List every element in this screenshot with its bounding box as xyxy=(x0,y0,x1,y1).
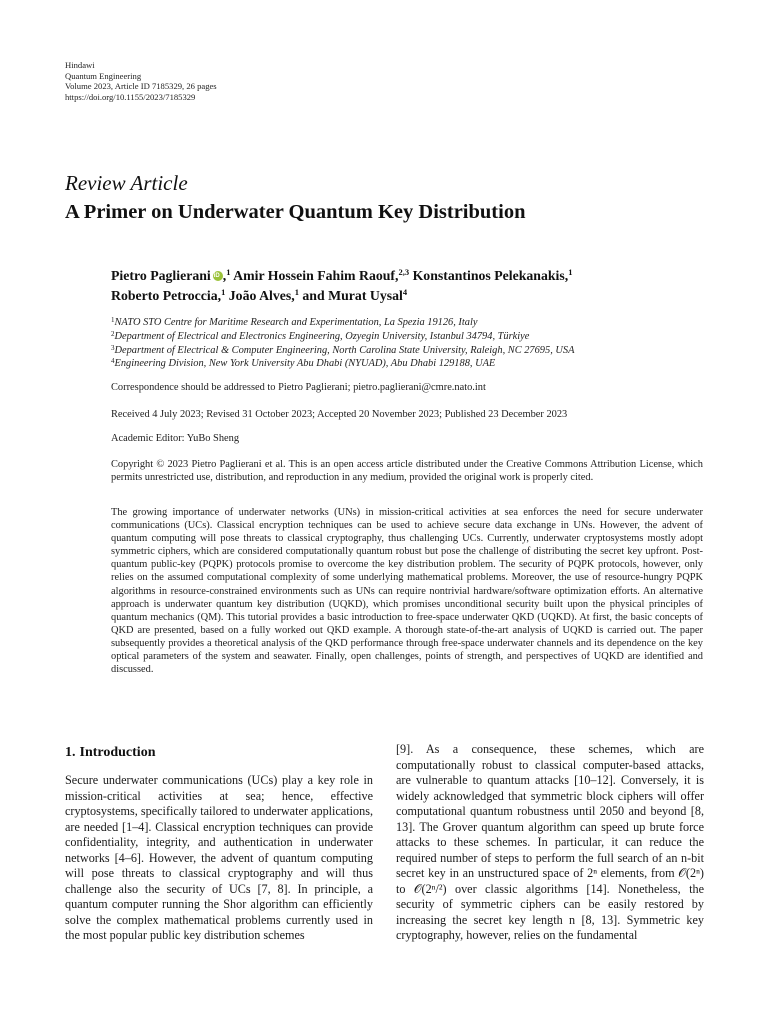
author-name: João Alves, xyxy=(228,288,295,303)
author-name: Konstantinos Pelekanakis, xyxy=(412,268,569,283)
affiliation-number: 1 xyxy=(111,316,115,324)
affiliation xyxy=(111,357,574,371)
affiliation-list xyxy=(111,316,574,371)
section-number: 1. xyxy=(65,745,76,760)
affiliation-text: Department of Electrical and Electronics Engineering, Ozyegin University, Istanbul 34794, Türkiye xyxy=(114,330,530,342)
section-heading xyxy=(65,745,159,761)
author-name: Roberto Petroccia, xyxy=(111,288,222,303)
author-name: Pietro Paglierani xyxy=(111,268,211,283)
author-list: Pietro PaglieraniiD ,$^1$ Amir Hossein Fahim Raouf,$^{2,3}$ Konstantinos Pelekanakis,$^1$ Roberto Petroccia,$^1$ João Alves,$^1$ and Murat Uysal$^4$ xyxy=(111,266,731,306)
body-text-left-column: Secure underwater communications (UCs) play a key role in mission-critical activities at sea; hence, effective cryptosystems, specifically tailored to underwater applications, are needed [1–4]. Classical encryption techniques can provide confidentiality, integrity, and authentication in underwater networks [4–6]. However, the advent of quantum computing will pose threats to classical cryptography and will thus challenge also the security of UCs [7, 8]. In principle, a quantum computer running the Shor algorithm can efficiently solve the complex mathematical problems currently used in the most popular public key distribution schemes xyxy=(65,773,373,942)
body-text-right-column: [9]. As a consequence, these schemes, which are computationally robust to classical computer-based attacks, are vulnerable to quantum attacks [10–12]. Conversely, it is widely acknowledged that symmetric block ciphers will offer computational quantum robustness until 2050 and beyond [8, 13]. The Grover quantum algorithm can speed up brute force attacks to these schemes. In particular, it can reduce the required number of steps to perform the full search of an n-bit secret key in an unstructured space of 2ⁿ elements, from 𝒪(2ⁿ) to 𝒪(2ⁿ/²) over classic algorithms [14]. Nonetheless, the security of symmetric ciphers can be easily restored by increasing the secret key length n [8, 13]. Symmetric key cryptography, however, relies on the fundamental xyxy=(396,742,704,942)
journal-name: Quantum Engineering xyxy=(65,70,142,81)
affiliation xyxy=(111,344,574,358)
affiliation-number: 2 xyxy=(111,329,115,338)
author-affil-sup: 2,3 xyxy=(398,267,410,277)
correspondence-note: Correspondence should be addressed to Pietro Paglierani; pietro.paglierani@cmre.nato.int xyxy=(111,382,486,393)
author-affil-sup: 1 xyxy=(294,287,299,297)
author-affil-sup: 4 xyxy=(402,287,408,297)
publication-dates: Received 4 July 2023; Revised 31 October 2023; Accepted 20 November 2023; Published 23 December 2023 xyxy=(111,409,568,420)
article-type: Review Article xyxy=(65,171,188,195)
volume-info: Volume 2023, Article ID 7185329, 26 pages xyxy=(65,81,217,92)
academic-editor: Academic Editor: YuBo Sheng xyxy=(111,433,240,444)
journal-meta xyxy=(65,60,217,102)
publisher-name: Hindawi xyxy=(65,60,95,70)
affiliation xyxy=(111,330,574,344)
abstract: The growing importance of underwater networks (UNs) in mission-critical activities at sea enforces the need for secure underwater communications (UCs). Classical encryption techniques can be used to achieve secure data exchange in UNs. However, the advent of quantum computing will pose threats to classical cryptography, thus challenging UCs. Currently, underwater cryptosystems mostly adopt symmetric ciphers, which are considered computationally quantum robust but pose the challenge of distributing the secret key upfront. Post-quantum public-key (PQPK) protocols promise to overcome the key distribution problem. The security of PQPK protocols, however, only relies on the assumed computational complexity of some underlying mathematical problems. Moreover, the use of resource-hungry PQPK algorithms in resource-constrained environments such as UNs can require nontrivial hardware/software optimization efforts. An alternative approach is underwater quantum key distribution (UQKD), which promises unconditional security built upon the physical principles of quantum mechanics (QM). This tutorial provides a basic introduction to free-space underwater QKD (UQKD). At first, the basic concepts of QKD are presented, based on a fully worked out QKD example. A thorough state-of-the-art analysis of UQKD is carried out. The paper subsequently provides a theoretical analysis of the QKD performance through free-space underwater channels and its dependence on the key optical parameters of the system and seawater. Finally, open challenges, points of strength, and perspectives of UQKD are identified and discussed. xyxy=(111,507,703,676)
author-affil-sup: 1 xyxy=(221,287,226,297)
section-title: Introduction xyxy=(79,745,156,760)
affiliation-text: Department of Electrical & Computer Engineering, North Carolina State University, Raleigh, NC 27695, USA xyxy=(114,344,575,356)
paper-title: A Primer on Underwater Quantum Key Distribution xyxy=(65,201,526,223)
affiliation-number: 4 xyxy=(111,357,115,366)
orcid-icon[interactable] xyxy=(213,271,223,281)
author-affil-sup: 1 xyxy=(568,267,573,277)
author-affil-sup: 1 xyxy=(226,267,231,277)
affiliation-text: NATO STO Centre for Maritime Research and Experimentation, La Spezia 19126, Italy xyxy=(114,317,478,328)
doi-link[interactable]: https://doi.org/10.1155/2023/7185329 xyxy=(65,91,196,102)
affiliation-text: Engineering Division, New York University Abu Dhabi (NYUAD), Abu Dhabi 129188, UAE xyxy=(114,358,496,370)
author-name: and Murat Uysal xyxy=(302,288,403,303)
copyright-notice: Copyright © 2023 Pietro Paglierani et al. This is an open access article distributed under the Creative Commons Attribution License, which permits unrestricted use, distribution, and reproduction in any medium, provided the original work is properly cited. xyxy=(111,459,703,484)
affiliation xyxy=(111,316,574,330)
affiliation-number: 3 xyxy=(111,343,115,352)
author-name: Amir Hossein Fahim Raouf, xyxy=(233,268,399,283)
